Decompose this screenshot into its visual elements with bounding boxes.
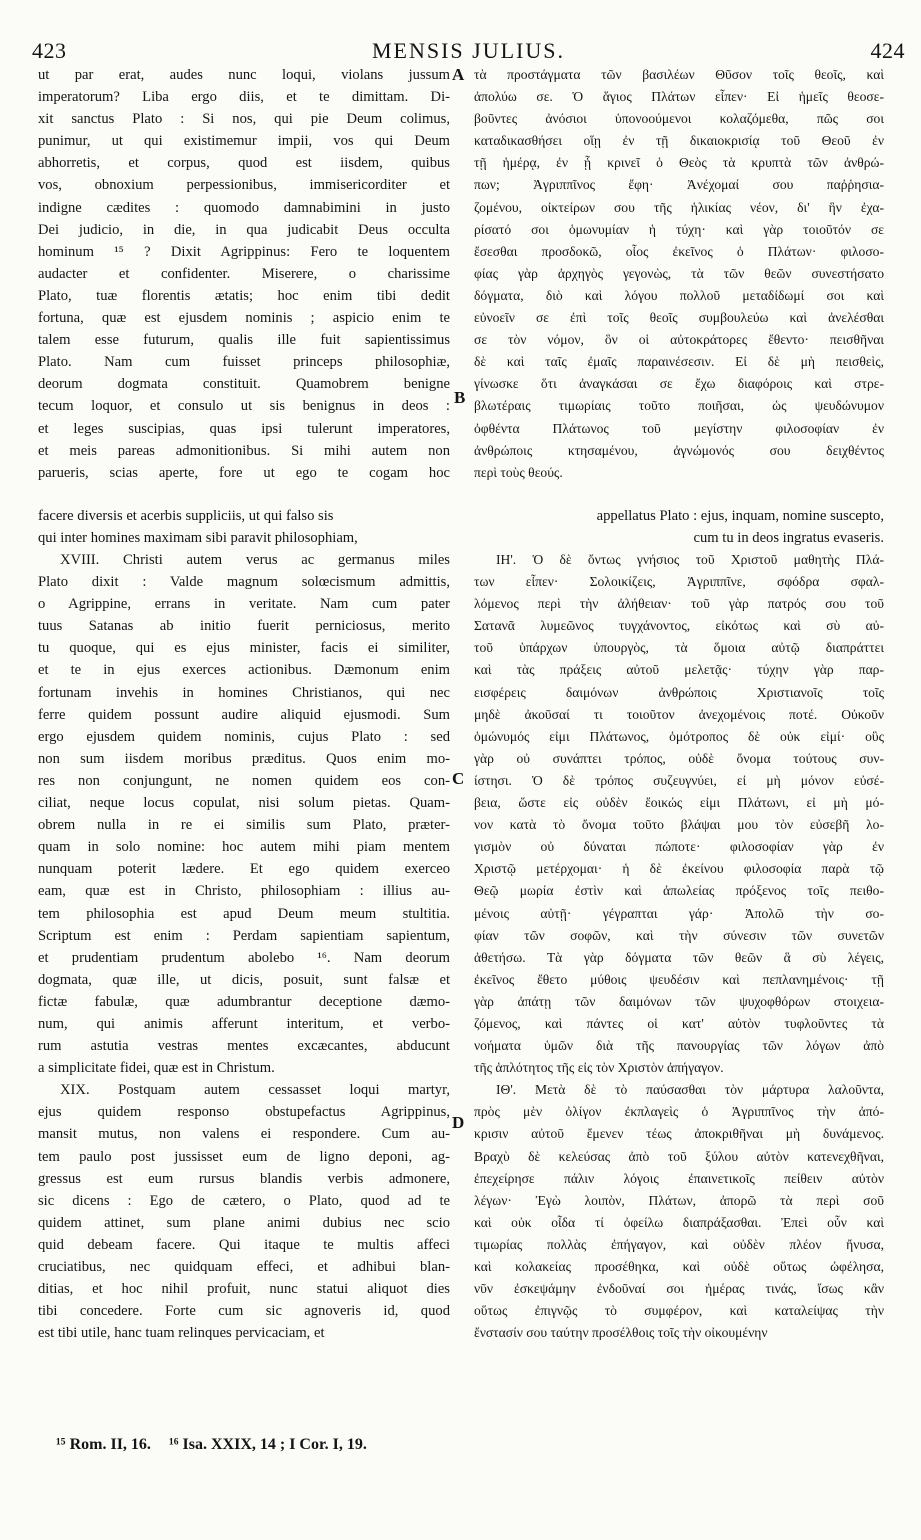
text-line: ζόμενος, καὶ πάντες οἱ κατ' αὐτὸν τυφλοῦντες τὰ bbox=[474, 1015, 884, 1031]
text-line: ΙΗ'. Ὁ δὲ ὄντως γνήσιος τοῦ Χριστοῦ μαθητὴς Πλά- bbox=[496, 552, 884, 567]
text-line: ferre quidem possunt audire aliquid ejusmodi. Sum bbox=[38, 706, 450, 723]
text-line: vos, obnoxium perpessionibus, immisericorditer et bbox=[38, 177, 450, 194]
text-line: Dei judicio, in die, in qua judicabit Deus occulta bbox=[38, 221, 450, 238]
text-line: ἀνθρώποις κτησαμένου, ἀγνώμονός σου δειχθέντος bbox=[474, 442, 884, 458]
text-line: XVIII. Christi autem verus ac germanus miles bbox=[60, 552, 450, 568]
text-line: καὶ κολακείας προσέθηκα, καὶ οὐδὲ οὕτως ὠφέλησα, bbox=[474, 1259, 884, 1274]
text-line: rum astutia vestras mentes excæcantes, abducunt bbox=[38, 1038, 450, 1055]
line-segment-right: cum tu in deos ingratus evaseris. bbox=[693, 530, 884, 547]
text-line: indigne cædites : quomodo damnabimini in justo bbox=[38, 199, 450, 216]
text-line: οὕτως ἐπιγνῷς τὸ συμφέρον, καὶ καταλείψας τὴν bbox=[474, 1303, 884, 1319]
text-line: λόμενος περὶ τὴν ἀλήθειαν· τοῦ γὰρ πατρός σου τοῦ bbox=[474, 596, 884, 612]
text-line: βοῦντες ἀνόσιοι ὑπονοούμενοι κολαζόμεθα, πῶς σοι bbox=[474, 111, 884, 127]
text-line: ὁμώνυμός εἰμι Πλάτωνος, ὁμότροπος δὲ οὐκ εἰμί· οὓς bbox=[474, 728, 884, 744]
text-line: Plato. Nam cum fuisset princeps philosophiæ, bbox=[38, 354, 450, 371]
text-line: σε τὸν νόμον, ὃν οἱ αὐτοκράτορες ἔθεντο· πεισθῆναι bbox=[474, 332, 884, 348]
text-line: abhorretis, et corpus, quod est iisdem, quibus bbox=[38, 155, 450, 172]
text-line: καταδικασθήσει οἵῃ ἐν τῇ δικαιοκρισίᾳ τοῦ Θεοῦ ἐν bbox=[474, 133, 884, 149]
text-line: Plato, tuæ florentis ætatis; hoc enim tibi dedit bbox=[38, 287, 450, 304]
text-line: et prudentiam prudentum abolebo ¹⁶. Nam deorum bbox=[38, 949, 450, 966]
text-line: tu quoque, qui es ejus minister, facis ei similiter, bbox=[38, 640, 450, 657]
text-line: ἀπολύω σε. Ὁ ἅγιος Πλάτων εἶπεν· Εἰ ἡμεῖς θεοσε- bbox=[474, 89, 884, 105]
text-line: ίστησι. Ὁ δὲ τρόπος συζευγνύει, εἰ μὴ μόνον εὐσέ- bbox=[474, 772, 884, 788]
text-line: Βραχὺ δὲ κελεύσας ἀπὸ τοῦ ξύλου αὐτὸν κατενεχθῆναι, bbox=[474, 1148, 884, 1164]
text-line: tem paulo post jussisset eum de ligno deponi, ag- bbox=[38, 1148, 450, 1165]
text-line: audacter et confidenter. Miserere, o charissime bbox=[38, 265, 450, 282]
greek-column-bottom bbox=[474, 549, 884, 1344]
text-line: est tibi utile, hanc tuam relinques pervicaciam, et bbox=[38, 1325, 325, 1342]
text-line: εισφέρεις δαιμόνων ἀνθρώποις Χριστιανοῖς τοῖς bbox=[474, 684, 884, 700]
footnotes bbox=[56, 1436, 381, 1454]
text-line: ergo ejusdem quidem nominis, cujus Plato : sed bbox=[38, 728, 450, 745]
text-line: βεια, ὥστε εἰς οὐδὲν ἔοικώς εἰμι Πλάτωνι, εἰ μὴ μό- bbox=[474, 795, 884, 811]
text-line: tecum loquor, et consulo ut sis benignus in deos : bbox=[38, 398, 450, 415]
text-line: fortuna, quæ est ejusdem nominis ; aspicio enim te bbox=[38, 310, 450, 327]
footnote-16: ¹⁶ Isa. XXIX, 14 ; I Cor. I, 19. bbox=[168, 1436, 367, 1453]
text-line: τῇ ἡμέρᾳ, ἐν ᾗ κρινεῖ ὁ Θεὸς τὰ κρυπτὰ τῶν ἀνθρώ- bbox=[474, 155, 884, 171]
text-line: ζομένου, οἰκτείρων σου τῆς ἡλικίας νέον, δι' ἣν ἐχα- bbox=[474, 199, 884, 215]
text-line: quid debeam facere. Qui itaque te multis affeci bbox=[38, 1236, 450, 1253]
text-line: Plato dixit : Valde magnum solœcismum admittis, bbox=[38, 574, 450, 591]
text-line: δὲ καὶ ταῖς ἐμαῖς παραινέσεσιν. Εἰ δὲ μὴ πεισθεὶς, bbox=[474, 354, 884, 370]
text-line: XIX. Postquam autem cessasset loqui martyr, bbox=[60, 1082, 450, 1099]
text-line: βλωτέραις τιμωρίαις τοῦτο ποιῆσαι, ὡς ψευδώνυμον bbox=[474, 398, 884, 414]
text-line: Scriptum est enim : Perdam sapientiam sapientum, bbox=[38, 927, 450, 944]
text-line: obrem nulla in re ei similis sum Plato, præter- bbox=[38, 817, 450, 834]
page-number-left: 423 bbox=[32, 38, 67, 63]
text-line: quam in solo nomine: hoc autem mihi piam mentem bbox=[38, 839, 450, 856]
text-line: φίαν τῶν σοφῶν, καὶ τὴν σύνεσιν τῶν συνετῶν bbox=[474, 927, 884, 943]
line-segment-left: qui inter homines maximam sibi paravit philosophiam, bbox=[38, 530, 358, 547]
text-line: καὶ οὐκ οἶδα τί ὀφείλω διαπράξασθαι. Ἐπεὶ οὖν καὶ bbox=[474, 1214, 884, 1230]
full-width-lines bbox=[38, 505, 884, 549]
text-line: ΙΘ'. Μετὰ δὲ τὸ παύσασθαι τὸν μάρτυρα λαλοῦντα, bbox=[496, 1082, 884, 1098]
text-line: tuus Satanas ab initio fuerit perniciosus, merito bbox=[38, 618, 450, 635]
text-line: ditias, et hoc nihil profuit, nunc statui aliquot dies bbox=[38, 1281, 450, 1298]
greek-column-top bbox=[474, 64, 884, 484]
text-line: δόγματα, διὸ καὶ λόγου πολλοῦ μεταδίδωμί σοι καὶ bbox=[474, 287, 884, 303]
text-line: ut par erat, audes nunc loqui, violans jussum bbox=[38, 67, 450, 83]
running-title: MENSIS JULIUS. bbox=[371, 38, 566, 63]
text-line: τοῦ ὑπάρχων ὑπουργὸς, τὰ ὅμοια αὐτῷ διαπράττει bbox=[474, 640, 884, 656]
text-line: ejus quidem responso obstupefactus Agrippinus, bbox=[38, 1104, 450, 1121]
text-line: res non conjungunt, ne nomen quidem eos con- bbox=[38, 772, 450, 789]
section-marker-c: C bbox=[452, 769, 465, 788]
text-line: Χριστῷ μετέρχομαι· ἡ δὲ ἐκείνου φιλοσοφία παρὰ τῷ bbox=[474, 861, 884, 877]
text-line: et leges suscipias, quas ipsi tulerunt imperatores, bbox=[38, 420, 450, 437]
text-line: γὰρ ἀπάτῃ τῶν δαιμόνων τῶν ψυχοφθόρων στοιχεια- bbox=[474, 993, 884, 1009]
latin-column-bottom bbox=[38, 549, 450, 1344]
text-line: punimur, ut qui existimemur impii, vos qui Deum bbox=[38, 133, 450, 150]
text-line: Θεῷ μωρία ἐστὶν καὶ ἀπωλείας πρόξενος τοῖς πειθο- bbox=[474, 883, 884, 899]
text-line: talem esse futurum, qualis ille fuit sapientissimus bbox=[38, 332, 450, 349]
text-line: εὐνοεῖν σε ἐπὶ τοῖς θεοῖς συμβουλεύω καὶ ἀνελέσθαι bbox=[474, 310, 884, 326]
text-line: πων; Ἀγριππῖνος ἔφη· Ἀνέχομαί σου παῤῥησια- bbox=[474, 177, 884, 193]
text-line: non sum iisdem moribus præditus. Quos enim mo- bbox=[38, 750, 450, 767]
text-line: ἔνστασίν σου ταύτην προσέλθοις τοῖς τὴν οἰκουμένην bbox=[474, 1325, 768, 1341]
full-width-line bbox=[38, 527, 884, 549]
text-line: et te in ejus exerces actionibus. Dæmonum enim bbox=[38, 662, 450, 679]
text-line: ciliat, neque locus copulat, nisi solum pietas. Quam- bbox=[38, 795, 450, 812]
full-width-line bbox=[38, 505, 884, 527]
text-line: hominum ¹⁵ ? Dixit Agrippinus: Fero te loquentem bbox=[38, 243, 450, 260]
text-line: τιμωρίας πολλὰς ἐπήγαγον, καὶ οὐδὲν πλέον ἤνυσα, bbox=[474, 1236, 884, 1252]
line-segment-right: appellatus Plato : ejus, inquam, nomine suscepto, bbox=[596, 508, 884, 524]
text-line: πρὸς μὲν ὀλίγον ἐκπλαγεὶς ὁ Ἀγριππῖνος τὴν ἀπό- bbox=[474, 1104, 884, 1120]
text-line: xit sanctus Plato : Si nos, qui pie Deum colimus, bbox=[38, 111, 450, 128]
text-line: νον κατὰ τὸ ὄνομα τοῦτο βλάψαι μου τὸν εὐσεβῆ λο- bbox=[474, 817, 884, 833]
text-line: parueris, scias aperte, fore ut ego te cogam hoc bbox=[38, 464, 450, 481]
latin-column-top bbox=[38, 64, 450, 484]
text-line: τὰ προστάγματα τῶν βασιλέων Θῦσον τοῖς θεοῖς, καὶ bbox=[474, 67, 884, 82]
text-line: a simplicitate fidei, quæ est in Christum. bbox=[38, 1060, 275, 1077]
section-marker-b: B bbox=[454, 388, 466, 407]
text-line: γὰρ οὐ συνάπτει τρόπος, οὐδὲ ὄνομα τούτους συν- bbox=[474, 750, 884, 766]
text-line: imperatorum? Liba ergo diis, et te dimittam. Di- bbox=[38, 89, 450, 106]
text-line: περὶ τοὺς θεούς. bbox=[474, 464, 563, 480]
text-line: ἀθετήσω. Τὰ γὰρ δόγματα τῶν θεῶν ἃ σὺ λέγεις, bbox=[474, 949, 884, 965]
text-line: μένοις αὐτῇ· γέγραπται γάρ· Ἀπολῶ τὴν σο- bbox=[474, 905, 884, 921]
text-line: νοήματα ὑμῶν διὰ τῆς πανουργίας τῶν λόγων ἀπὸ bbox=[474, 1038, 884, 1054]
text-line: et meis pareas admonitionibus. Si mihi autem non bbox=[38, 442, 450, 459]
text-line: cruciatibus, nec quidquam effeci, et adhibui blan- bbox=[38, 1259, 450, 1275]
text-line: καὶ τὰς πράξεις αὐτοῦ μελετᾷς· τύχην γὰρ παρ- bbox=[474, 662, 884, 678]
text-line: nunquam poterit lædere. Et ego quidem exerceo bbox=[38, 861, 450, 878]
text-line: γισμὸν οὐ δύναται πώποτε· φιλοσοφίαν γὰρ ἐν bbox=[474, 839, 884, 855]
section-marker-d: D bbox=[452, 1113, 465, 1132]
text-line: mansit mutus, non valens ei respondere. Cum au- bbox=[38, 1126, 450, 1143]
text-line: μηδὲ ἀκοῦσαί τι τοιοῦτον ἀνεχομένοις ποτέ. Οὐκοῦν bbox=[474, 706, 884, 722]
text-line: ὀφθέντα Πλάτωνος τοῦ μεγίστην φιλοσοφίαν ἐν bbox=[474, 420, 884, 436]
text-line: fictæ fabulæ, quæ adumbrantur deceptione dæmo- bbox=[38, 993, 450, 1010]
text-line: o Agrippine, errans in veritate. Nam cum pater bbox=[38, 596, 450, 613]
text-line: Σατανᾶ λυμεῶνος τυγχάνοντος, εἰκότως καὶ σὺ αὐ- bbox=[474, 618, 884, 634]
text-line: gressus est eum rursus blandis verbis admonere, bbox=[38, 1170, 450, 1187]
text-line: ρίσατό σοι ὁμωνυμίαν ἡ τύχη· καὶ γὰρ τοιοῦτόν σε bbox=[474, 221, 884, 237]
text-line: deorum dogmata constituit. Quamobrem benigne bbox=[38, 376, 450, 393]
text-line: dogmata, quæ ille, ut dicis, posuit, sunt falsæ et bbox=[38, 971, 450, 988]
text-line: φίας γὰρ ἀρχηγὸς γεγονὼς, τὰ τῶν θεῶν συνεστήσατο bbox=[474, 265, 884, 281]
section-marker-a: A bbox=[452, 65, 465, 84]
text-line: ἐπεχείρησε πάλιν λόγοις ἐπαινετικοῖς πείθειν αὐτὸν bbox=[474, 1170, 884, 1186]
page-number-right: 424 bbox=[870, 38, 905, 63]
text-line: tem philosophia est apud Deum meum stultitia. bbox=[38, 905, 450, 922]
text-line: quidem attinet, sum plane animi dubius nec scio bbox=[38, 1214, 450, 1231]
text-line: tibi concedere. Forte cum sic agnoveris id, quod bbox=[38, 1303, 450, 1320]
text-line: num, qui animis afferunt interitum, et verbo- bbox=[38, 1015, 450, 1032]
text-line: ἐκεῖνος ἔθετο μύθοις ψευδέσιν καὶ πεπλανημένοις· τῇ bbox=[474, 971, 884, 987]
text-line: λέγων· Ἐγὼ λοιπὸν, Πλάτων, ἀπορῶ τὰ περὶ σοῦ bbox=[474, 1192, 884, 1208]
text-line: ἔσεσθαι προσδοκῶ, οἷος ἐκεῖνος ὁ Πλάτων· φιλοσο- bbox=[474, 243, 884, 259]
text-line: γίνωσκε ὅτι ἀναγκάσαι σε ἔχω διαφόροις καὶ στρε- bbox=[474, 376, 884, 392]
text-line: νῦν ἐσκεψάμην ἐνδοῦναί σοι ἡμέρας τινάς, ἴσως κἂν bbox=[474, 1281, 884, 1297]
text-line: sic dicens : Ego de cætero, o Plato, quod ad te bbox=[38, 1192, 450, 1209]
footnote-15: ¹⁵ Rom. II, 16. bbox=[56, 1436, 151, 1453]
page-header bbox=[32, 38, 905, 64]
text-line: των εἶπεν· Σολοικίζεις, Ἀγριππῖνε, σφόδρα σφαλ- bbox=[474, 574, 884, 590]
text-line: fortunam invehis in homines Christianos, qui nec bbox=[38, 684, 450, 701]
line-segment-left: facere diversis et acerbis suppliciis, ut qui falso sis bbox=[38, 508, 334, 524]
text-line: eam, quæ est in Christo, philosophiam : illius au- bbox=[38, 883, 450, 900]
text-line: κρισιν αὐτοῦ ἔμενεν τέως ἀποκριθῆναι μὴ δυνάμενος. bbox=[474, 1126, 884, 1142]
text-line: τῆς ἁπλότητος τῆς εἰς τὸν Χριστὸν ἀπήγαγον. bbox=[474, 1060, 724, 1076]
